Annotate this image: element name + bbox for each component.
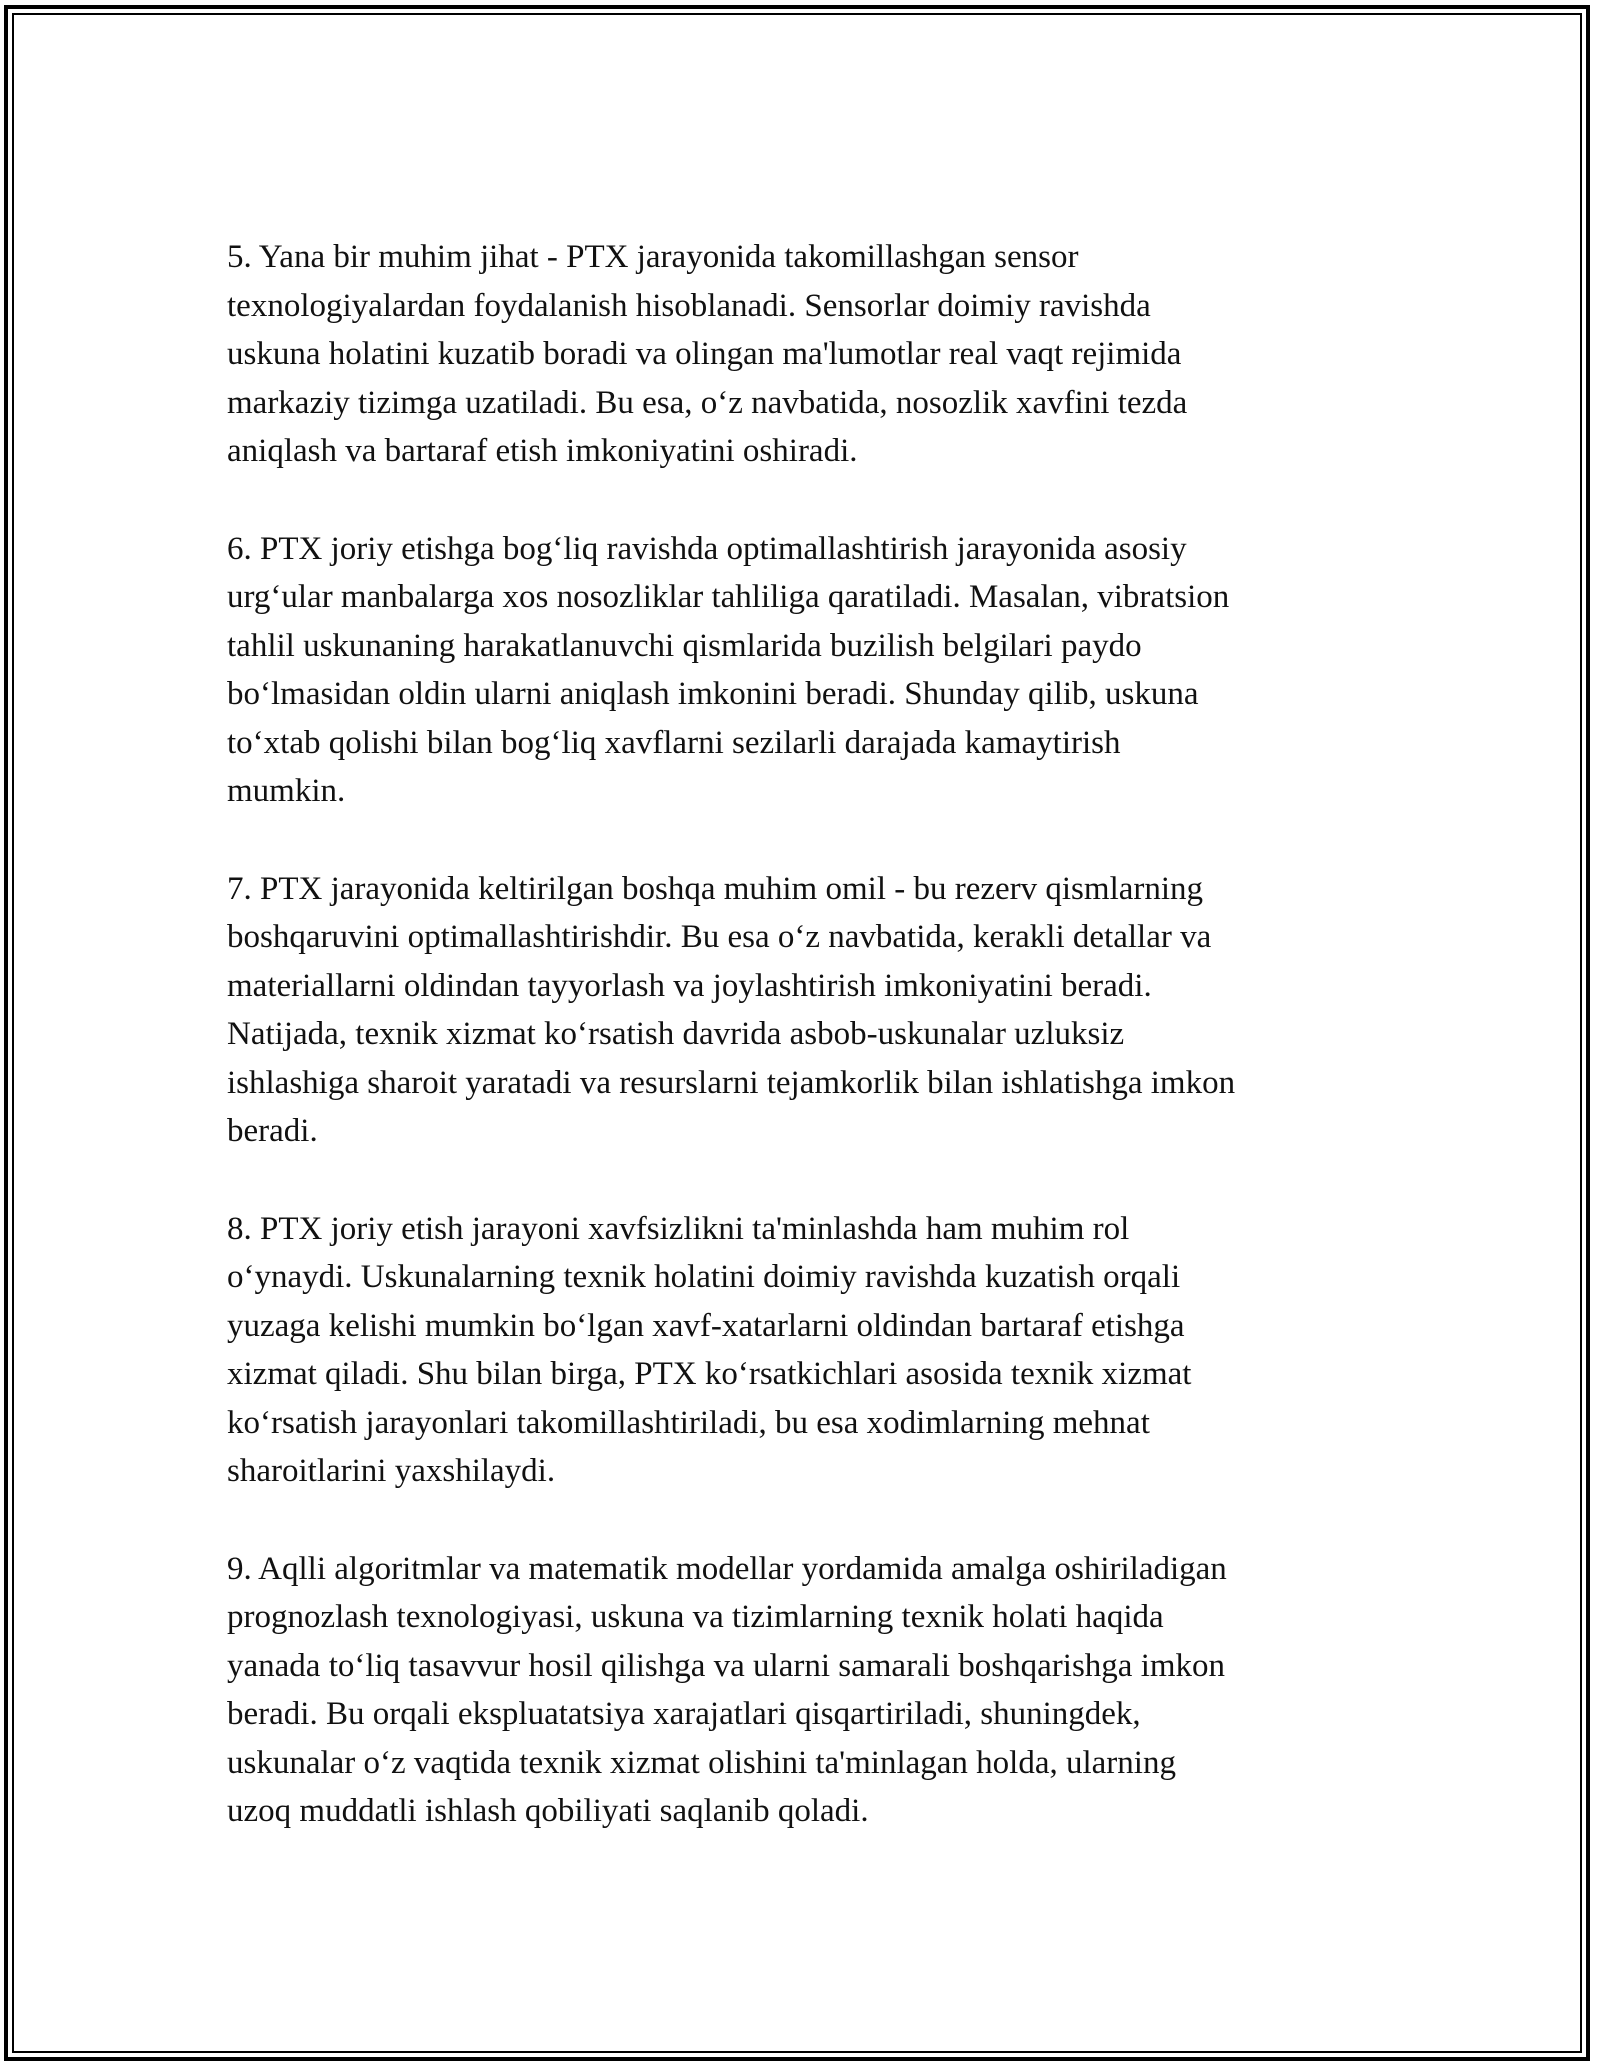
paragraph-line: texnologiyalardan foydalanish hisoblanadi. Sensorlar doimiy ravishda (227, 287, 1151, 324)
paragraph-line: 7. PTX jarayonida keltirilgan boshqa muhim omil - bu rezerv qismlarning (227, 870, 1204, 907)
paragraph-line: uskuna holatini kuzatib boradi va olingan ma'lumotlar real vaqt rejimida (227, 336, 1182, 372)
paragraph-6 (227, 525, 1387, 816)
paragraph-line: to‘xtab qolishi bilan bog‘liq xavflarni sezilarli darajada kamaytirish (227, 724, 1121, 761)
paragraph-line: mumkin. (227, 773, 346, 809)
paragraph-line: 6. PTX joriy etishga bog‘liq ravishda optimallashtirish jarayonida asosiy (227, 530, 1187, 567)
paragraph-line: yuzaga kelishi mumkin bo‘lgan xavf-xatarlarni oldindan bartaraf etishga (227, 1307, 1185, 1344)
paragraph-8 (227, 1205, 1387, 1496)
paragraph-line: beradi. Bu orqali ekspluatatsiya xarajatlari qisqartiriladi, shuningdek, (227, 1696, 1141, 1732)
paragraph-line: sharoitlarini yaxshilaydi. (227, 1453, 556, 1489)
paragraph-line: urg‘ular manbalarga xos nosozliklar tahliliga qaratiladi. Masalan, vibratsion (227, 579, 1230, 615)
paragraph-line: yanada to‘liq tasavvur hosil qilishga va ularni samarali boshqarishga imkon (227, 1647, 1226, 1684)
paragraph-line: ishlashiga sharoit yaratadi va resurslarni tejamkorlik bilan ishlatishga imkon (227, 1064, 1236, 1101)
paragraph-line: aniqlash va bartaraf etish imkoniyatini oshiradi. (227, 433, 858, 469)
paragraph-line: tahlil uskunaning harakatlanuvchi qismlarida buzilish belgilari paydo (227, 627, 1142, 664)
paragraph-line: Natijada, texnik xizmat ko‘rsatish davrida asbob-uskunalar uzluksiz (227, 1016, 1125, 1052)
paragraph-5 (227, 233, 1387, 476)
paragraph-line: ko‘rsatish jarayonlari takomillashtiriladi, bu esa xodimlarning mehnat (227, 1404, 1150, 1441)
paragraph-9 (227, 1545, 1387, 1836)
paragraph-line: bo‘lmasidan oldin ularni aniqlash imkonini beradi. Shunday qilib, uskuna (227, 676, 1199, 712)
paragraph-line: markaziy tizimga uzatiladi. Bu esa, o‘z navbatida, nosozlik xavfini tezda (227, 384, 1188, 421)
paragraph-line: boshqaruvini optimallashtirishdir. Bu esa o‘z navbatida, kerakli detallar va (227, 919, 1212, 955)
paragraph-7 (227, 865, 1387, 1156)
paragraph-line: 8. PTX joriy etish jarayoni xavfsizlikni ta'minlashda ham muhim rol (227, 1210, 1130, 1247)
paragraph-line: o‘ynaydi. Uskunalarning texnik holatini doimiy ravishda kuzatish orqali (227, 1259, 1181, 1295)
paragraph-line: uzoq muddatli ishlash qobiliyati saqlanib qoladi. (227, 1793, 869, 1829)
paragraph-line: prognozlash texnologiyasi, uskuna va tizimlarning texnik holati haqida (227, 1599, 1164, 1635)
paragraph-line: materiallarni oldindan tayyorlash va joylashtirish imkoniyatini beradi. (227, 967, 1152, 1004)
paragraph-line: beradi. (227, 1113, 318, 1149)
paragraph-line: 9. Aqlli algoritmlar va matematik modellar yordamida amalga oshiriladigan (227, 1550, 1227, 1587)
paragraph-line: 5. Yana bir muhim jihat - PTX jarayonida takomillashgan sensor (227, 239, 1079, 275)
paragraph-line: uskunalar o‘z vaqtida texnik xizmat olishini ta'minlagan holda, ularning (227, 1744, 1176, 1781)
document-body (227, 233, 1387, 1885)
paragraph-line: xizmat qiladi. Shu bilan birga, PTX ko‘rsatkichlari asosida texnik xizmat (227, 1356, 1192, 1392)
